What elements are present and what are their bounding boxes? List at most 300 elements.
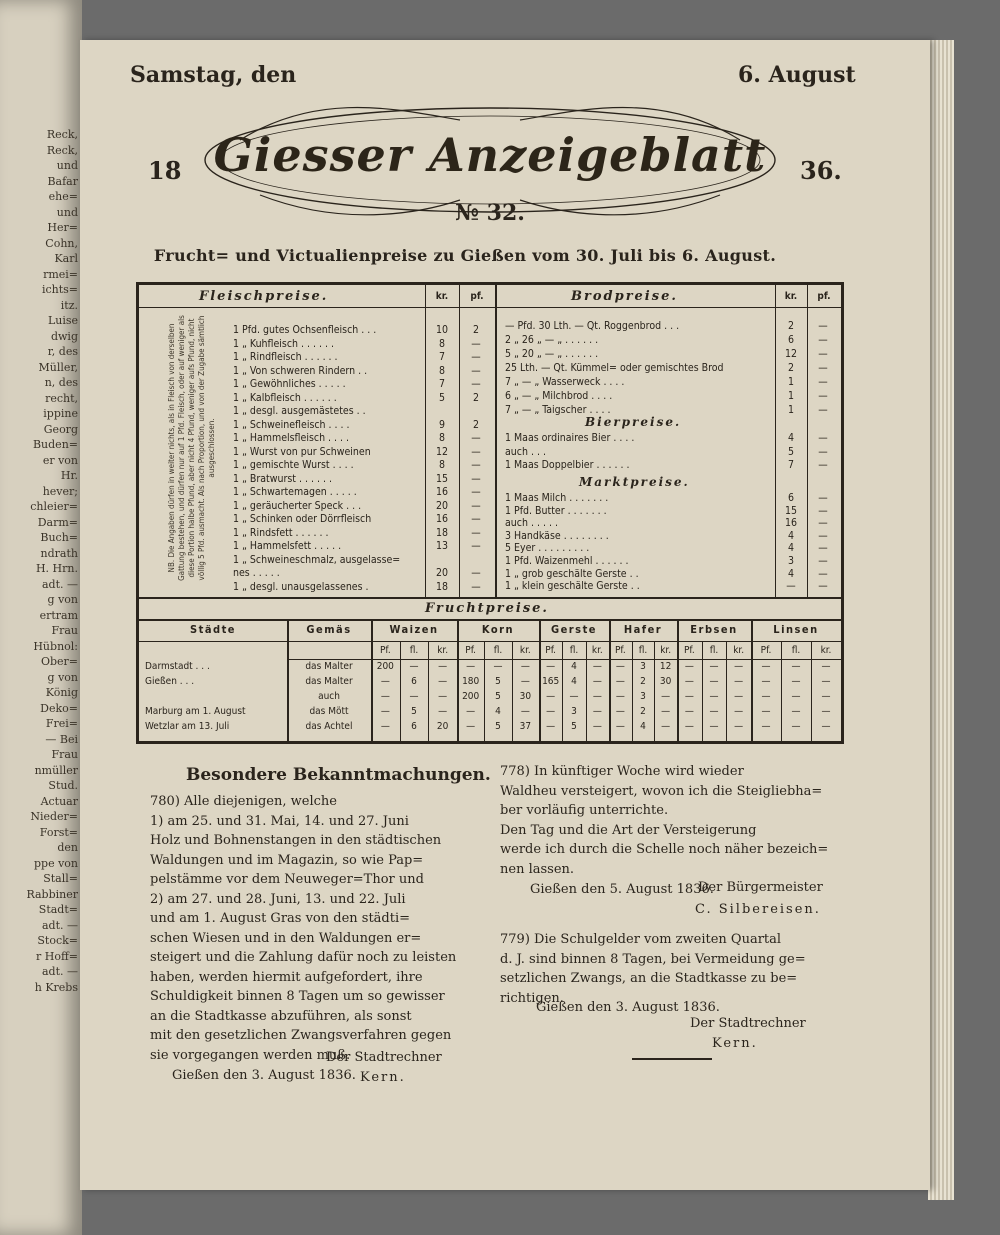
frucht-value: — <box>615 691 625 702</box>
notice-line: 1) am 25. und 31. Mai, 14. und 27. Juni <box>150 813 409 829</box>
frucht-value: — <box>615 721 625 732</box>
left-page-fragment: Ober= <box>40 655 78 668</box>
frucht-value: — <box>569 691 579 702</box>
markt-kr: — <box>786 580 796 593</box>
brod-label: — Pfd. 30 Lth. — Qt. Roggenbrod . . . <box>505 320 680 332</box>
frucht-value: 12 <box>659 661 672 672</box>
brod-label: 7 „ — „ Taigscher . . . . <box>505 404 611 416</box>
notice-778-sign-title: Der Bürgermeister <box>698 880 823 895</box>
left-page-fragment: Frau <box>51 624 78 637</box>
frucht-value: — <box>661 706 671 717</box>
fleisch-pf: — <box>471 445 481 458</box>
frucht-header: Hafer <box>623 623 663 636</box>
left-page-fragment: und <box>56 205 78 219</box>
brod-row <box>139 403 839 418</box>
frucht-subheader: kr. <box>519 645 531 656</box>
frucht-subheader: kr. <box>437 645 449 656</box>
fleisch-pf: — <box>471 378 481 390</box>
markt-kr: 15 <box>784 504 798 517</box>
frucht-value: — <box>409 691 419 702</box>
left-page-fragment: ichts= <box>41 283 78 296</box>
fleisch-kr: 9 <box>438 418 445 431</box>
left-page-fragment: ppe von <box>33 856 78 870</box>
fleisch-kr: 10 <box>435 324 449 336</box>
fleisch-kr: 15 <box>435 472 449 485</box>
left-page-fragment: Reck, <box>46 128 78 141</box>
frucht-value: — <box>661 691 671 702</box>
fleisch-pf: 2 <box>472 324 479 336</box>
brod-title: Brodpreise. <box>571 289 678 304</box>
left-page-fragment: den <box>57 841 78 854</box>
frucht-subheader: fl. <box>638 645 648 656</box>
markt-kr: 4 <box>787 542 794 555</box>
left-page-fragment: Stadt= <box>38 903 78 916</box>
left-page-fragment: Karl <box>54 252 78 265</box>
frucht-value: — <box>592 721 602 732</box>
fleisch-kr: 16 <box>435 513 449 525</box>
fleisch-kr: 18 <box>435 526 449 539</box>
left-page-fragment: Forst= <box>39 825 78 839</box>
markt-label: auch . . . . . <box>505 517 558 530</box>
fleisch-label: 1 „ Schweineschmalz, ausgelasse= <box>233 553 401 566</box>
frucht-value: — <box>821 661 831 672</box>
left-page-fragment: rmei= <box>43 267 78 281</box>
fleisch-pf: — <box>471 472 481 485</box>
frucht-subheader: Pf. <box>379 645 391 656</box>
markt-kr: 16 <box>784 517 798 530</box>
left-page-fragment: Frei= <box>45 717 78 730</box>
left-page-fragment: Buden= <box>32 438 78 451</box>
markt-kr: 3 <box>787 555 794 567</box>
fleisch-pf: 2 <box>472 418 479 431</box>
left-page-fragment: Actuar <box>40 794 78 808</box>
brod-pf: — <box>818 390 828 402</box>
left-page-fragment: r, des <box>47 345 78 358</box>
bier-title: Bierpreise. <box>585 415 682 429</box>
fleisch-kr: 7 <box>438 378 445 390</box>
fleisch-label: 1 „ Kuhfleisch . . . . . . <box>233 337 335 350</box>
left-page-fragment: adt. — <box>41 965 78 978</box>
brod-pf: — <box>818 362 828 374</box>
frucht-subheader: fl. <box>709 645 719 656</box>
bier-label: auch . . . <box>505 445 546 458</box>
notice-780-date: Gießen den 3. August 1836. <box>172 1068 356 1083</box>
frucht-value: 4 <box>571 676 577 687</box>
frucht-value: 180 <box>462 676 480 687</box>
frucht-value: 6 <box>411 676 417 687</box>
frucht-subheader: fl. <box>791 645 801 656</box>
frucht-value: — <box>709 691 719 702</box>
frucht-value: — <box>466 661 476 672</box>
markt-pf: — <box>818 529 828 542</box>
bier-label: 1 Maas ordinaires Bier . . . . <box>505 432 635 444</box>
frucht-value: — <box>409 661 419 672</box>
brod-kr: 2 <box>787 320 794 332</box>
fleisch-label: 1 „ Kalbfleisch . . . . . . <box>233 391 337 404</box>
frucht-value: — <box>466 721 476 732</box>
frucht-value: 30 <box>659 676 672 687</box>
brod-kr: 1 <box>787 390 794 402</box>
frucht-value: 2 <box>640 676 646 687</box>
markt-label: 5 Eyer . . . . . . . . . <box>505 542 590 555</box>
notice-line: schen Wiesen und in den Waldungen er= <box>150 930 422 946</box>
notice-line: steigert und die Zahlung dafür noch zu leisten <box>150 950 457 965</box>
notice-line: pelstämme vor dem Neuweger=Thor und <box>150 872 424 887</box>
frucht-subheader: fl. <box>569 645 579 656</box>
frucht-value: 5 <box>495 721 501 732</box>
brod-row <box>139 375 839 390</box>
fleisch-label: 1 „ Gewöhnliches . . . . . <box>233 378 346 390</box>
frucht-value: — <box>684 706 694 717</box>
frucht-value: 4 <box>495 706 501 717</box>
markt-label: 1 Pfd. Butter . . . . . . . <box>505 504 607 517</box>
brod-label: 2 „ 26 „ — „ . . . . . . <box>505 334 599 346</box>
frucht-value: — <box>520 661 530 672</box>
brod-kr: 1 <box>787 404 794 416</box>
left-page-fragment: und <box>56 159 78 172</box>
frucht-subheader: kr. <box>591 645 603 656</box>
fleisch-label: 1 „ Hammelsfleisch . . . . <box>233 432 350 444</box>
frucht-value: — <box>520 706 530 717</box>
bier-pf: — <box>818 459 828 471</box>
fleisch-pf: 2 <box>472 391 479 404</box>
frucht-header: Gemäs <box>306 623 352 636</box>
left-page-fragment: — Bei <box>45 732 78 746</box>
fleisch-pf: — <box>471 540 481 552</box>
fleisch-label: 1 „ Schwartemagen . . . . . <box>233 486 357 498</box>
frucht-value: — <box>761 661 771 672</box>
frucht-value: — <box>709 676 719 687</box>
frucht-subheader: Pf. <box>760 645 772 656</box>
notice-line: Den Tag und die Art der Versteigerung <box>500 822 757 838</box>
left-page-fragment: Hübnol: <box>33 639 78 653</box>
grid-rule <box>287 659 841 660</box>
masthead <box>200 100 780 226</box>
notice-line: Waldheu versteigert, wovon ich die Steigliebha= <box>500 783 823 799</box>
markt-kr: 4 <box>787 567 794 580</box>
frucht-value: — <box>734 721 744 732</box>
frucht-gemaes: das Achtel <box>305 721 353 732</box>
fleisch-pf: — <box>471 580 481 593</box>
fleisch-label: 1 „ Bratwurst . . . . . . <box>233 472 332 485</box>
markt-kr: 6 <box>787 492 794 504</box>
frucht-gemaes: das Malter <box>305 661 353 672</box>
fleisch-label: 1 „ geräucherter Speck . . . <box>233 499 362 512</box>
left-page-fragment: ndrath <box>40 546 78 560</box>
markt-pf: — <box>818 542 828 555</box>
notice-line: richtigen. <box>500 990 564 1006</box>
frucht-subheader: Pf. <box>683 645 695 656</box>
fleisch-kr: 7 <box>438 351 445 363</box>
frucht-gemaes: das Malter <box>305 676 353 687</box>
fleisch-pf: — <box>471 351 481 363</box>
frucht-value: 200 <box>376 661 394 672</box>
markt-label: 1 Maas Milch . . . . . . . <box>505 492 609 504</box>
frucht-value: — <box>592 661 602 672</box>
frucht-header: Waizen <box>389 623 439 636</box>
notice-line: ber vorläufig unterrichte. <box>500 803 669 818</box>
brod-label: 6 „ — „ Milchbrod . . . . <box>505 390 613 402</box>
markt-pf: — <box>818 492 828 504</box>
frucht-value: — <box>734 661 744 672</box>
markt-pf: — <box>818 517 828 530</box>
markt-pf: — <box>818 504 828 517</box>
frucht-value: — <box>734 691 744 702</box>
left-page-fragment: Bafar <box>47 174 78 188</box>
notice-line: Holz und Bohnenstangen in den städtischen <box>150 833 442 848</box>
notice-line: werde ich durch die Schelle noch näher bezeich= <box>500 842 829 857</box>
fleisch-label: 1 „ Wurst von pur Schweinen <box>233 445 371 458</box>
left-page-fragment: Nieder= <box>30 810 78 823</box>
frucht-value: — <box>791 706 801 717</box>
frucht-value: — <box>661 721 671 732</box>
brod-kr: 6 <box>787 334 794 346</box>
price-table <box>136 282 844 744</box>
frucht-value: — <box>380 706 390 717</box>
markt-label: 1 „ grob geschälte Gerste . . <box>505 567 639 580</box>
notices-heading: Besondere Bekanntmachungen. <box>186 765 491 785</box>
frucht-value: — <box>592 676 602 687</box>
frucht-header: Gerste <box>550 623 598 636</box>
notice-779-sign-title: Der Stadtrechner <box>690 1016 806 1031</box>
left-page-fragment: Deko= <box>40 701 78 715</box>
left-page-fragment: h Krebs <box>34 980 78 994</box>
left-page-fragment: ippine <box>43 407 78 420</box>
left-page-fragment: adt. — <box>41 918 78 932</box>
fleisch-label: nes . . . . . <box>233 567 280 579</box>
fleisch-title: Fleischpreise. <box>199 289 329 304</box>
markt-kr: 4 <box>787 529 794 542</box>
frucht-value: — <box>821 676 831 687</box>
markt-title: Marktpreise. <box>579 475 690 489</box>
fleisch-label: 1 „ desgl. ausgemästetes . . <box>233 405 366 417</box>
frucht-value: 37 <box>519 721 532 732</box>
fleisch-label: 1 „ Schweinefleisch . . . . <box>233 418 350 431</box>
fleisch-pf: — <box>471 513 481 525</box>
fleisch-kr: 12 <box>435 445 449 458</box>
notice-line: 778) In künftiger Woche wird wieder <box>500 764 744 779</box>
frucht-value: — <box>684 691 694 702</box>
notice-line: haben, werden hiermit aufgefordert, ihre <box>150 969 423 985</box>
notice-line: Schuldigkeit binnen 8 Tagen um so gewisser <box>150 989 445 1004</box>
frucht-value: 200 <box>462 691 480 702</box>
frucht-value: 3 <box>640 661 646 672</box>
fleisch-label: 1 „ Schinken oder Dörrfleisch <box>233 513 372 525</box>
notice-779-sign-name: Kern. <box>712 1036 758 1051</box>
fleisch-kr: 16 <box>435 486 449 498</box>
frucht-subheader: kr. <box>733 645 745 656</box>
frucht-value: — <box>380 676 390 687</box>
frucht-subheader: Pf. <box>545 645 557 656</box>
notice-780-sign-title: Der Stadtrechner <box>326 1050 442 1065</box>
left-page-fragment: g von <box>47 670 78 684</box>
bier-row <box>139 458 839 473</box>
year-right: 36. <box>800 156 842 185</box>
frucht-value: 30 <box>519 691 532 702</box>
left-page-fragment: Müller, <box>38 360 78 374</box>
frucht-value: — <box>684 661 694 672</box>
frucht-value: 3 <box>571 706 577 717</box>
fleisch-col-kr: kr. <box>435 291 449 302</box>
notice-779-date: Gießen den 3. August 1836. <box>536 1000 720 1015</box>
frucht-value: — <box>546 706 556 717</box>
brod-pf: — <box>818 334 828 346</box>
frucht-subheader: kr. <box>820 645 832 656</box>
fleisch-pf: — <box>471 486 481 498</box>
bier-kr: 5 <box>787 445 794 458</box>
brod-row <box>139 361 839 376</box>
frucht-subheader: Pf. <box>614 645 626 656</box>
left-page-fragment: Frau <box>51 748 78 761</box>
masthead-title: Giesser Anzeigeblatt <box>213 128 767 182</box>
markt-pf: — <box>818 555 828 567</box>
frucht-value: 20 <box>436 721 449 732</box>
brod-col-pf: pf. <box>817 291 831 302</box>
left-page-fragment: ertram <box>39 608 78 622</box>
fleisch-pf: — <box>471 337 481 350</box>
frucht-value: — <box>709 661 719 672</box>
notice-line: 779) Die Schulgelder vom zweiten Quartal <box>500 932 782 947</box>
left-page-fragment: König <box>45 686 78 699</box>
notice-line: und am 1. August Gras von den städti= <box>150 911 411 926</box>
markt-label: 1 „ klein geschälte Gerste . . <box>505 580 640 593</box>
markt-pf: — <box>818 567 828 580</box>
fleisch-kr: 20 <box>435 499 449 512</box>
fleisch-kr: 13 <box>435 540 449 552</box>
fleisch-col-pf: pf. <box>470 291 484 302</box>
fleisch-pf: — <box>471 459 481 471</box>
frucht-value: — <box>546 691 556 702</box>
brod-pf: — <box>818 376 828 388</box>
notice-778 <box>500 762 850 879</box>
frucht-header: Korn <box>481 623 515 636</box>
frucht-value: — <box>821 721 831 732</box>
frucht-subheader: Pf. <box>465 645 477 656</box>
frucht-value: — <box>546 661 556 672</box>
bier-label: 1 Maas Doppelbier . . . . . . <box>505 459 630 471</box>
left-page-fragment: Stud. <box>48 779 78 792</box>
frucht-value: — <box>380 721 390 732</box>
frucht-gemaes: das Mött <box>309 706 349 717</box>
bier-pf: — <box>818 432 828 444</box>
page-edges <box>928 40 954 1200</box>
fleisch-pf: — <box>471 499 481 512</box>
fleisch-kr: 20 <box>435 567 449 579</box>
left-page-fragment: r Hoff= <box>35 949 78 963</box>
frucht-subheader: fl. <box>409 645 419 656</box>
frucht-value: — <box>821 691 831 702</box>
left-page-fragment: er von <box>42 453 78 467</box>
frucht-subheader: fl. <box>493 645 503 656</box>
frucht-value: — <box>791 676 801 687</box>
frucht-value: 4 <box>571 661 577 672</box>
bier-kr: 7 <box>787 459 794 471</box>
grid-rule <box>139 641 841 642</box>
brod-col-kr: kr. <box>784 291 798 302</box>
frucht-stadt: Gießen . . . <box>145 676 195 687</box>
brod-label: 25 Lth. — Qt. Kümmel= oder gemischtes Brod <box>505 362 724 374</box>
left-page-edge <box>0 0 82 1235</box>
left-page-fragment: ehe= <box>48 190 78 203</box>
notice-line: d. J. sind binnen 8 Tagen, bei Vermeidung ge= <box>500 951 806 967</box>
frucht-value: 6 <box>411 721 417 732</box>
frucht-value: 4 <box>640 721 646 732</box>
notice-line: 2) am 27. und 28. Juni, 13. und 22. Juli <box>150 891 406 907</box>
brod-pf: — <box>818 404 828 416</box>
notice-line: 780) Alle diejenigen, welche <box>150 794 337 809</box>
fleisch-pf: — <box>471 526 481 539</box>
frucht-value: 2 <box>640 706 646 717</box>
fleisch-pf: — <box>471 567 481 579</box>
frucht-value: — <box>684 721 694 732</box>
brod-label: 5 „ 20 „ — „ . . . . . . <box>505 348 599 360</box>
left-page-fragment: Stock= <box>37 934 78 947</box>
fleisch-label: 1 „ Rindfleisch . . . . . . <box>233 351 338 363</box>
frucht-value: — <box>734 706 744 717</box>
fleisch-label: 1 „ desgl. unausgelassenes . <box>233 580 369 593</box>
frucht-stadt: Wetzlar am 13. Juli <box>145 721 230 732</box>
frucht-title: Fruchtpreise. <box>425 601 549 616</box>
frucht-value: — <box>791 691 801 702</box>
frucht-value: — <box>493 661 503 672</box>
left-page-fragment: Stall= <box>43 872 78 885</box>
frucht-stadt: Darmstadt . . . <box>145 661 210 672</box>
frucht-value: — <box>761 721 771 732</box>
left-page-fragment: chleier= <box>30 500 78 513</box>
left-page-fragment: Hr. <box>60 469 78 482</box>
frucht-value: — <box>466 706 476 717</box>
frucht-value: 5 <box>495 691 501 702</box>
frucht-value: — <box>761 676 771 687</box>
frucht-value: — <box>821 706 831 717</box>
frucht-value: — <box>709 721 719 732</box>
closing-rule <box>632 1058 712 1060</box>
frucht-value: — <box>791 721 801 732</box>
brod-kr: 1 <box>787 376 794 388</box>
notice-line: Waldungen und im Magazin, so wie Pap= <box>150 852 424 868</box>
bier-kr: 4 <box>787 432 794 444</box>
notice-778-date: Gießen den 5. August 1836. <box>530 882 714 897</box>
fleisch-kr: 8 <box>438 459 445 471</box>
left-page-fragment: Buch= <box>40 531 78 544</box>
frucht-header: Linsen <box>773 623 819 636</box>
fleisch-kr: 8 <box>438 337 445 350</box>
frucht-stadt: Marburg am 1. August <box>145 706 246 717</box>
frucht-value: — <box>734 676 744 687</box>
left-page-fragment: nmüller <box>34 763 78 777</box>
brod-row <box>139 333 839 348</box>
brod-row <box>139 347 839 362</box>
fleisch-label: 1 „ Von schweren Rindern . . <box>233 364 368 377</box>
frucht-value: — <box>520 676 530 687</box>
issue-number: № 32. <box>455 200 525 226</box>
fleisch-label: 1 „ Rindsfett . . . . . . <box>233 526 329 539</box>
price-subtitle: Frucht= und Victualienpreise zu Gießen vom 30. Juli bis 6. August. <box>153 246 777 265</box>
markt-row <box>139 579 839 594</box>
fleisch-kr: 8 <box>438 432 445 444</box>
left-page-fragment: Georg <box>43 422 78 436</box>
frucht-value: — <box>438 661 448 672</box>
brod-label: 7 „ — „ Wasserweck . . . . <box>505 376 625 388</box>
frucht-value: — <box>761 691 771 702</box>
frucht-value: — <box>791 661 801 672</box>
fleisch-kr: 8 <box>438 364 445 377</box>
notice-line: nen lassen. <box>500 861 575 877</box>
brod-pf: — <box>818 348 828 360</box>
date-label: 6. August <box>738 62 856 88</box>
left-page-fragment: adt. — <box>41 577 78 591</box>
frucht-header: Städte <box>189 623 237 636</box>
